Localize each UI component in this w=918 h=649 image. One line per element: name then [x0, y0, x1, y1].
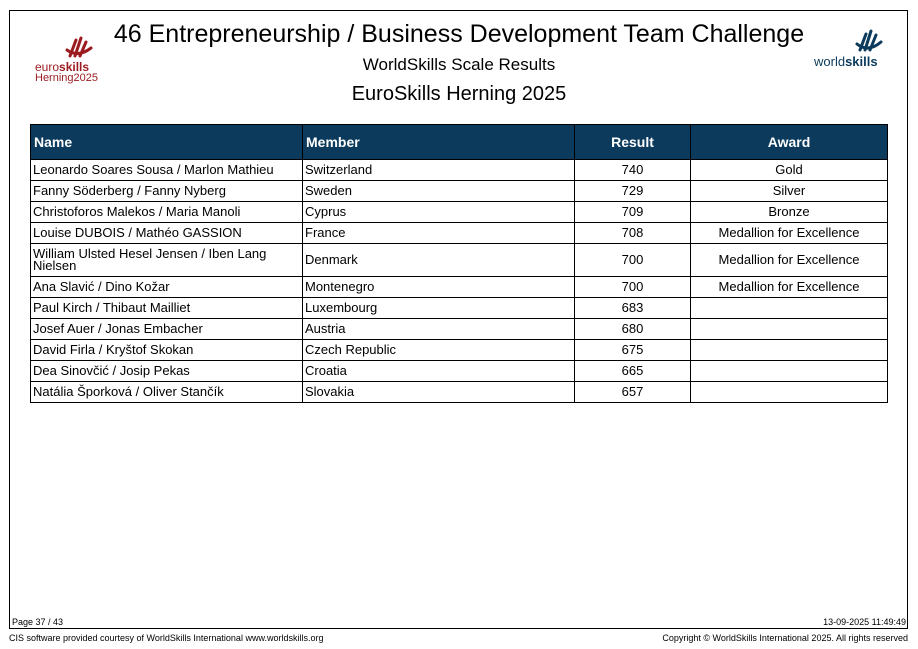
column-header-name: Name — [31, 125, 303, 160]
cell-name: William Ulsted Hesel Jensen / Iben Lang Nielsen — [31, 244, 303, 277]
cell-member: Switzerland — [303, 160, 575, 181]
cell-name: Leonardo Soares Sousa / Marlon Mathieu — [31, 160, 303, 181]
cell-award — [691, 361, 888, 382]
table-row — [31, 277, 888, 298]
cell-result: 680 — [575, 319, 691, 340]
cell-result: 683 — [575, 298, 691, 319]
cell-name: David Firla / Kryštof Skokan — [31, 340, 303, 361]
cell-award: Medallion for Excellence — [691, 277, 888, 298]
cell-member: Sweden — [303, 181, 575, 202]
cell-member: Luxembourg — [303, 298, 575, 319]
page-title: 46 Entrepreneurship / Business Development Team Challenge — [113, 20, 805, 48]
table-row — [31, 382, 888, 403]
results-table — [30, 124, 888, 403]
cell-result: 700 — [575, 277, 691, 298]
cell-award: Medallion for Excellence — [691, 223, 888, 244]
cell-member: Montenegro — [303, 277, 575, 298]
table-row — [31, 223, 888, 244]
cell-award — [691, 319, 888, 340]
table-header-row — [31, 125, 888, 160]
euroskills-logo-euro: euro — [35, 60, 60, 74]
page-subtitle: WorldSkills Scale Results — [362, 55, 556, 74]
cell-member: Austria — [303, 319, 575, 340]
cell-name: Dea Sinovčić / Josip Pekas — [31, 361, 303, 382]
cell-name: Paul Kirch / Thibaut Mailliet — [31, 298, 303, 319]
cell-result: 709 — [575, 202, 691, 223]
cell-award: Gold — [691, 160, 888, 181]
copyright: Copyright © WorldSkills International 2025. All rights reserved — [662, 633, 908, 643]
cell-member: Croatia — [303, 361, 575, 382]
cell-name: Christoforos Malekos / Maria Manoli — [31, 202, 303, 223]
cell-award: Silver — [691, 181, 888, 202]
worldskills-logo-world: world — [814, 54, 846, 69]
cell-member: Denmark — [303, 244, 575, 277]
table-row — [31, 244, 888, 277]
page-number: Page 37 / 43 — [12, 617, 64, 627]
cell-name: Natália Šporková / Oliver Stančík — [31, 382, 303, 403]
table-row — [31, 361, 888, 382]
cell-name: Fanny Söderberg / Fanny Nyberg — [31, 181, 303, 202]
cell-award: Medallion for Excellence — [691, 244, 888, 277]
event-name: EuroSkills Herning 2025 — [351, 83, 567, 105]
cell-award — [691, 298, 888, 319]
cell-result: 729 — [575, 181, 691, 202]
cell-result: 708 — [575, 223, 691, 244]
worldskills-logo-skills: skills — [845, 54, 878, 69]
table-row — [31, 298, 888, 319]
table-row — [31, 340, 888, 361]
table-row — [31, 181, 888, 202]
cell-award — [691, 382, 888, 403]
table-row — [31, 202, 888, 223]
cell-name: Louise DUBOIS / Mathéo GASSION — [31, 223, 303, 244]
cell-result: 665 — [575, 361, 691, 382]
table-row — [31, 319, 888, 340]
software-credit: CIS software provided courtesy of WorldSkills International www.worldskills.org — [9, 633, 324, 643]
column-header-member: Member — [303, 125, 575, 160]
cell-member: Cyprus — [303, 202, 575, 223]
cell-name: Josef Auer / Jonas Embacher — [31, 319, 303, 340]
column-header-result: Result — [575, 125, 691, 160]
euroskills-logo-herning: Herning2025 — [35, 72, 98, 84]
cell-member: Slovakia — [303, 382, 575, 403]
timestamp: 13-09-2025 11:49:49 — [823, 617, 906, 627]
cell-result: 675 — [575, 340, 691, 361]
cell-member: France — [303, 223, 575, 244]
cell-member: Czech Republic — [303, 340, 575, 361]
cell-award — [691, 340, 888, 361]
table-row — [31, 160, 888, 181]
cell-award: Bronze — [691, 202, 888, 223]
column-header-award: Award — [691, 125, 888, 160]
cell-result: 700 — [575, 244, 691, 277]
euroskills-logo-skills: skills — [59, 60, 90, 74]
cell-result: 740 — [575, 160, 691, 181]
cell-result: 657 — [575, 382, 691, 403]
cell-name: Ana Slavić / Dino Kožar — [31, 277, 303, 298]
